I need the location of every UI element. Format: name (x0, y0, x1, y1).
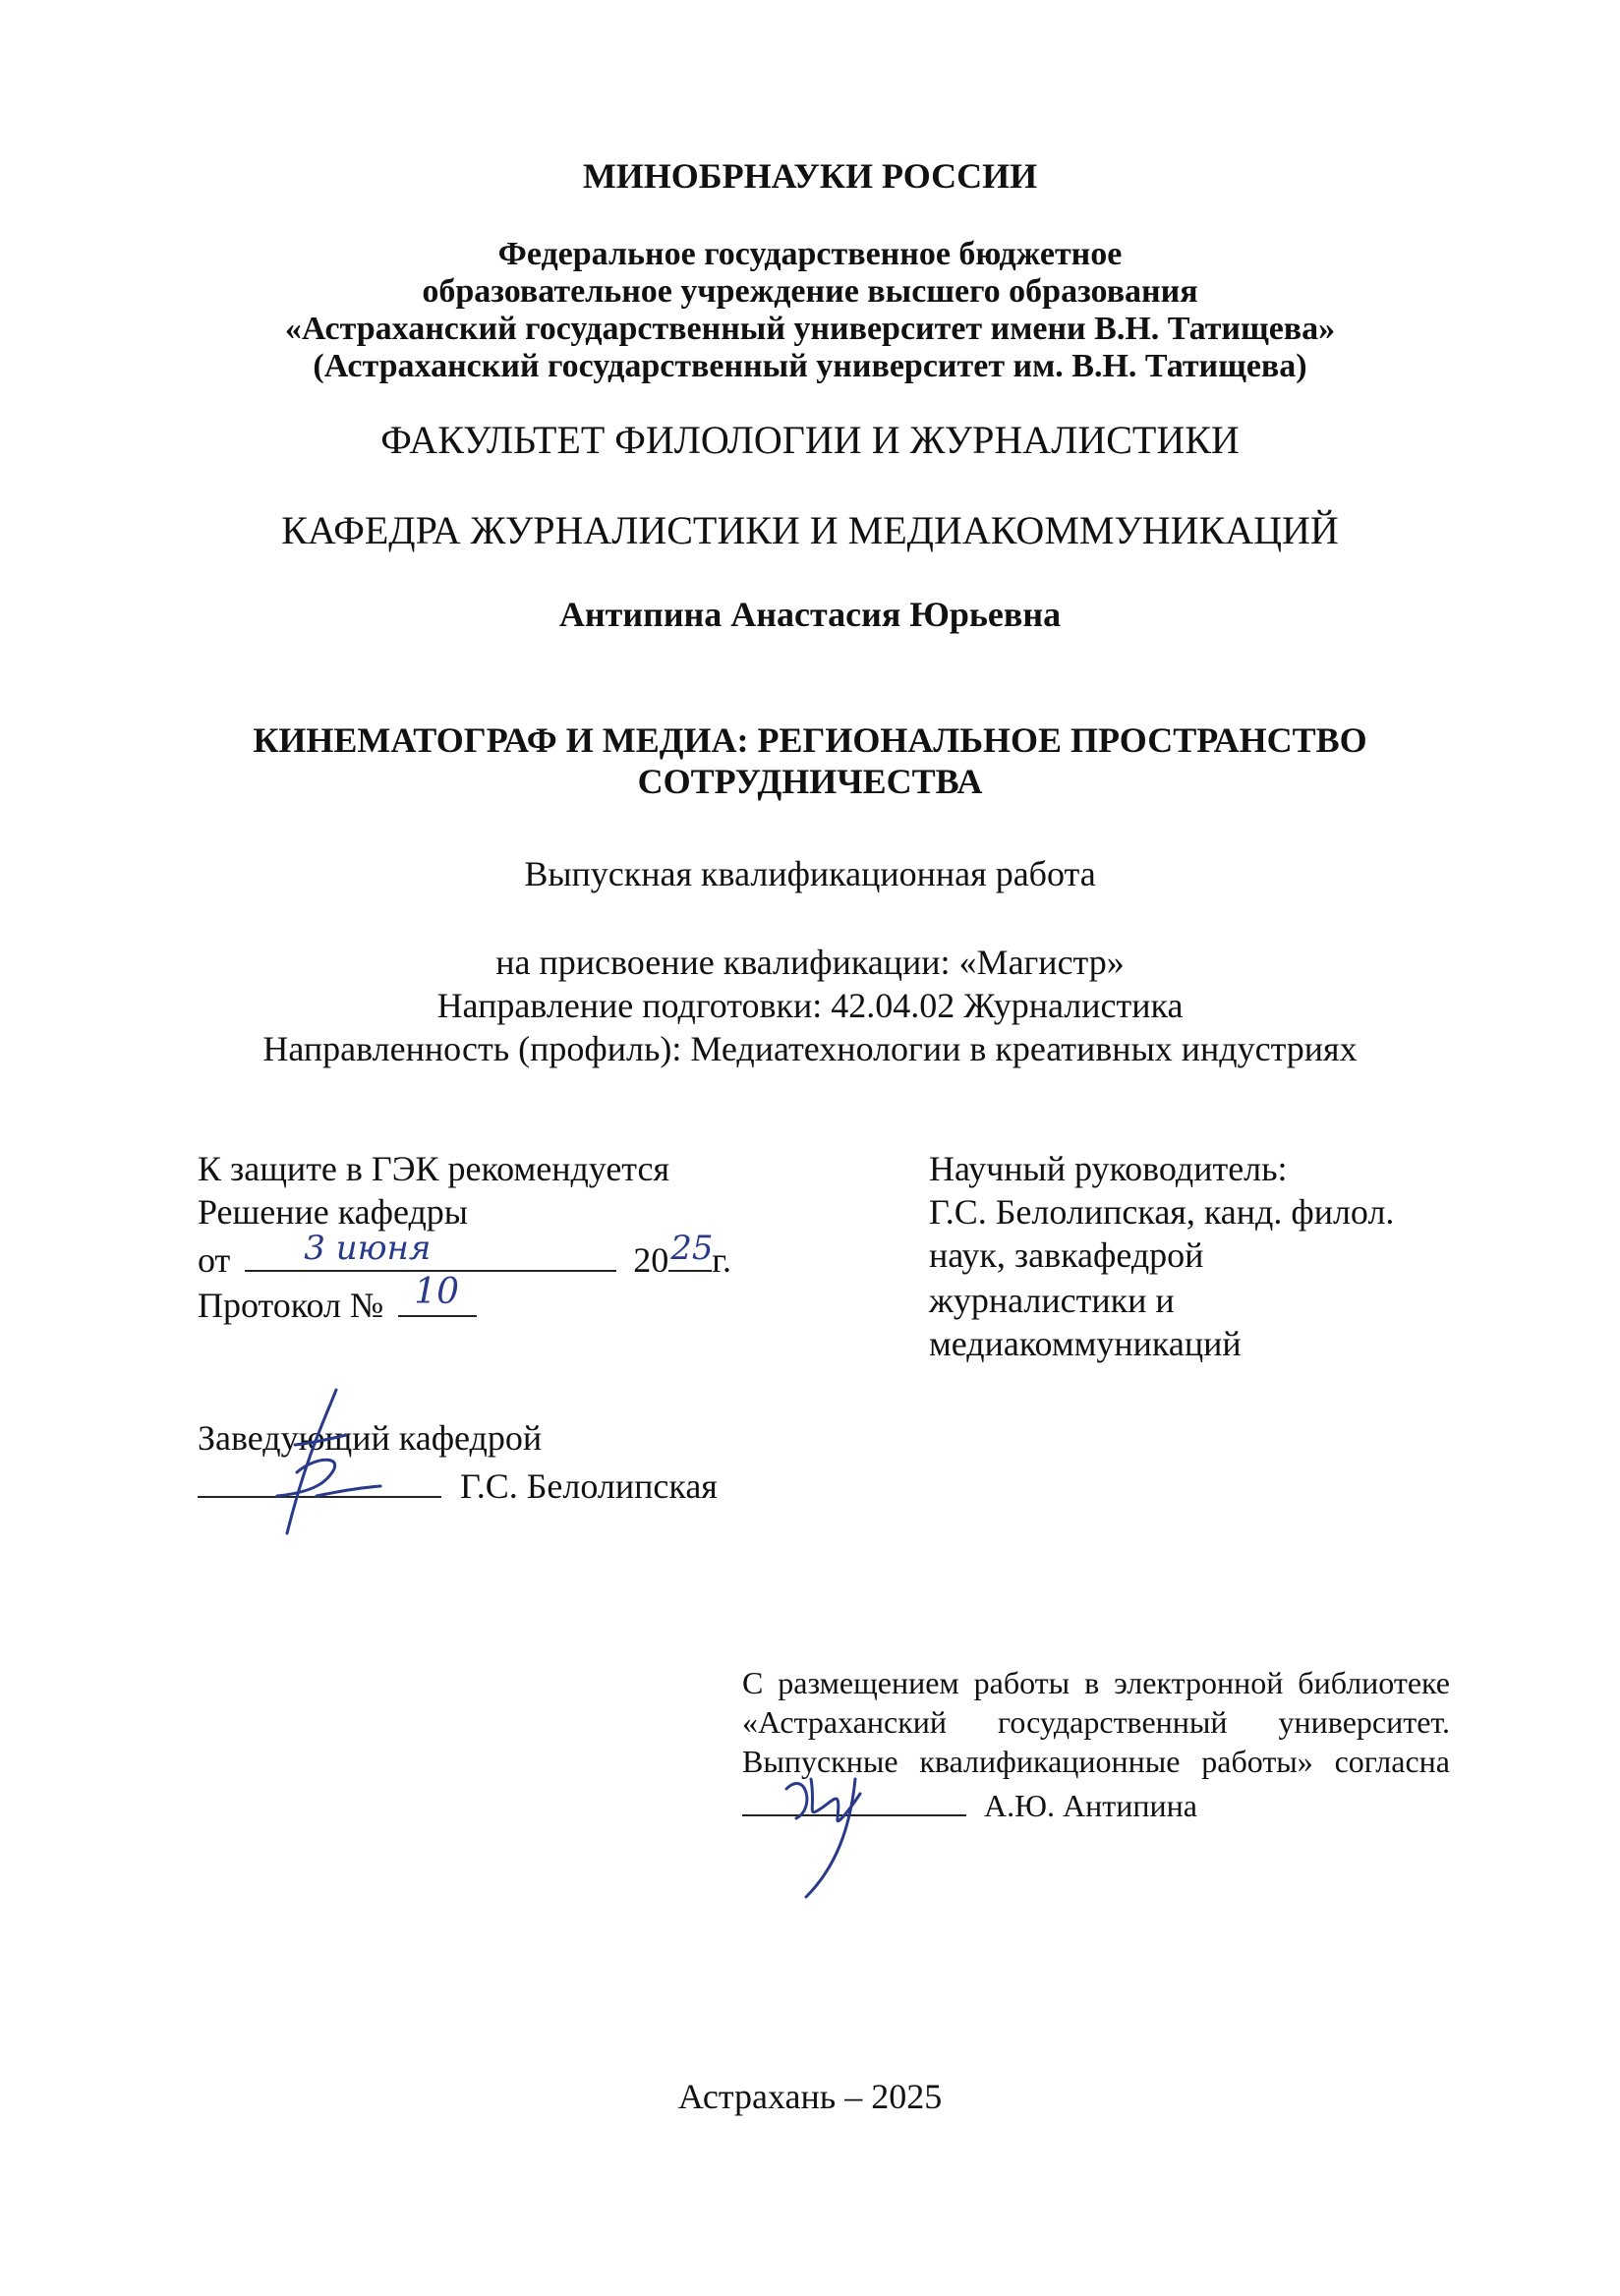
protocol-blank (398, 1272, 477, 1317)
work-type: Выпускная квалификационная работа (524, 854, 1096, 893)
thesis-title-line-1: КИНЕМАТОГРАФ И МЕДИА: РЕГИОНАЛЬНОЕ ПРОСТРАНСТВО (253, 720, 1367, 760)
department-decision: Решение кафедры (198, 1192, 468, 1232)
consent-line-3: Выпускные квалификационные работы» согласна (742, 1744, 1450, 1779)
head-name: Г.С. Белолипская (460, 1466, 718, 1506)
handwritten-protocol-number: 10 (414, 1272, 460, 1312)
consent-author-name: А.Ю. Антипина (984, 1788, 1197, 1823)
protocol-row (198, 1272, 477, 1326)
author-signature (767, 1750, 885, 1907)
year-suffix: г. (712, 1240, 731, 1280)
decision-date-row (198, 1229, 731, 1281)
year-prefix: 20 (633, 1240, 669, 1280)
institution-line-3: «Астраханский государственный университет имени В.Н. Татищева» (284, 311, 1336, 347)
consent-line-1: С размещением работы в электронной библиотеке (742, 1665, 1450, 1700)
supervisor-department-2: медиакоммуникаций (929, 1324, 1242, 1363)
thesis-title-line-2: СОТРУДНИЧЕСТВА (637, 762, 983, 801)
qualification-line-1: на присвоение квалификации: «Магистр» (495, 943, 1125, 982)
institution-line-4: (Астраханский государственный университет им. В.Н. Татищева) (313, 348, 1307, 384)
ministry-name: МИНОБРНАУКИ РОССИИ (582, 156, 1038, 196)
institution-line-1: Федеральное государственное бюджетное (497, 236, 1123, 272)
qualification-line-3: Направленность (профиль): Медиатехнологии в креативных индустриях (262, 1029, 1358, 1068)
department-name: КАФЕДРА ЖУРНАЛИСТИКИ И МЕДИАКОММУНИКАЦИЙ (281, 508, 1339, 552)
supervisor-degree: наук, завкафедрой (929, 1235, 1204, 1275)
institution-line-2: образовательное учреждение высшего образования (422, 273, 1198, 310)
date-prefix: от (198, 1240, 231, 1280)
head-signature (258, 1386, 385, 1543)
defense-recommendation: К защите в ГЭК рекомендуется (198, 1149, 670, 1188)
faculty-name: ФАКУЛЬТЕТ ФИЛОЛОГИИ И ЖУРНАЛИСТИКИ (380, 418, 1240, 462)
consent-line-2: «Астраханский государственный университет. (742, 1704, 1450, 1740)
handwritten-year: 25 (670, 1229, 714, 1268)
handwritten-date: 3 июня (304, 1229, 432, 1268)
city-year-footer: Астрахань – 2025 (677, 2077, 943, 2116)
author-name: Антипина Анастасия Юрьевна (558, 595, 1062, 634)
date-blank (245, 1229, 616, 1272)
supervisor-name: Г.С. Белолипская, канд. филол. (929, 1192, 1395, 1232)
year-blank (668, 1229, 714, 1272)
head-of-department-label: Заведующий кафедрой (198, 1418, 543, 1458)
supervisor-department-1: журналистики и (929, 1281, 1175, 1320)
qualification-line-2: Направление подготовки: 42.04.02 Журналистика (436, 986, 1184, 1025)
supervisor-label: Научный руководитель: (929, 1149, 1288, 1188)
protocol-prefix: Протокол № (198, 1286, 384, 1325)
